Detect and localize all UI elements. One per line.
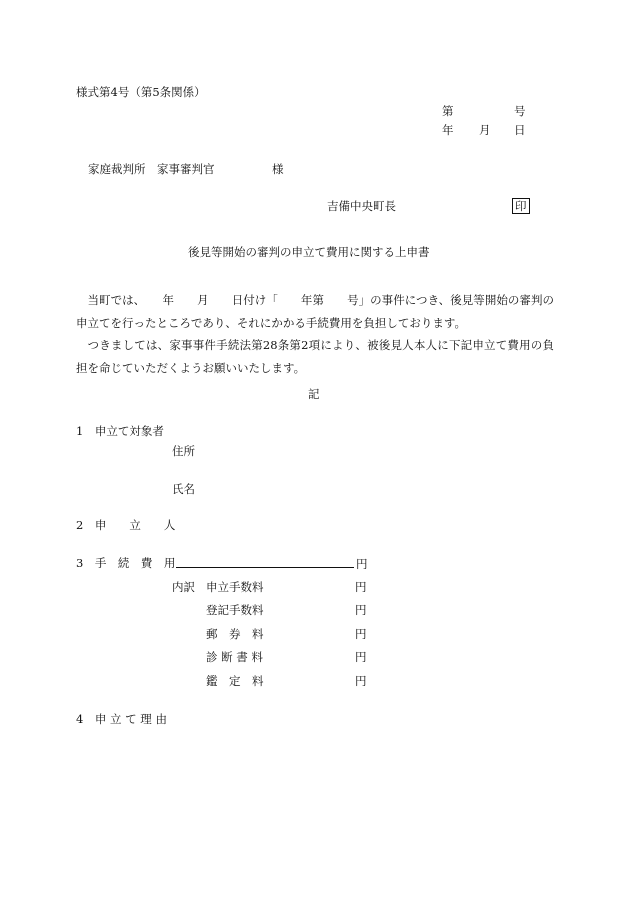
total-fee-yen: 円 — [356, 557, 368, 571]
item2-label: 2 申 立 人 — [76, 518, 176, 532]
form-number: 様式第4号（第5条関係） — [76, 85, 206, 99]
body-paragraph-1: 当町では、 年 月 日付け「 年第 号」の事件につき、後見等開始の審判の申立てを行ったところであり、それにかかる手続費用を負担しております。 — [76, 293, 554, 330]
body-paragraph-2: つきましては、家事事件手続法第28条第2項により、被後見人本人に下記申立て費用の負担を命じていただくようお願いいたします。 — [76, 338, 554, 375]
addressee: 家庭裁判所 家事審判官 様 — [88, 162, 284, 176]
date-day: 日 — [514, 123, 526, 137]
breakdown-yen-5: 円 — [355, 674, 367, 688]
breakdown-item-2: 登記手数料 — [206, 603, 264, 617]
name-label: 氏名 — [172, 482, 195, 496]
document-title: 後見等開始の審判の申立て費用に関する上申書 — [188, 245, 430, 259]
doc-number-dai: 第 — [442, 104, 454, 118]
breakdown-item-5: 鑑 定 料 — [206, 674, 264, 688]
breakdown-item-4: 診 断 書 料 — [206, 650, 263, 664]
item1-label: 1 申立て対象者 — [76, 424, 164, 438]
breakdown-label: 内訳 — [172, 580, 195, 594]
doc-number-go: 号 — [514, 104, 526, 118]
address-label: 住所 — [172, 444, 195, 458]
breakdown-yen-3: 円 — [355, 627, 367, 641]
breakdown-yen-4: 円 — [355, 650, 367, 664]
breakdown-item-3: 郵 券 料 — [206, 627, 264, 641]
body-text — [76, 289, 554, 379]
item3-label: 3 手 続 費 用 — [76, 556, 176, 570]
date-month: 月 — [479, 123, 491, 137]
breakdown-yen-1: 円 — [355, 580, 367, 594]
date-year: 年 — [442, 123, 454, 137]
total-fee-underline — [176, 556, 354, 568]
ki-heading: 記 — [308, 387, 320, 401]
seal-mark: 印 — [512, 198, 530, 214]
breakdown-item-1: 申立手数料 — [206, 580, 264, 594]
sender: 吉備中央町長 — [327, 199, 396, 213]
item4-label: 4 申 立 て 理 由 — [76, 712, 167, 726]
total-fee-line — [176, 556, 368, 571]
breakdown-yen-2: 円 — [355, 603, 367, 617]
